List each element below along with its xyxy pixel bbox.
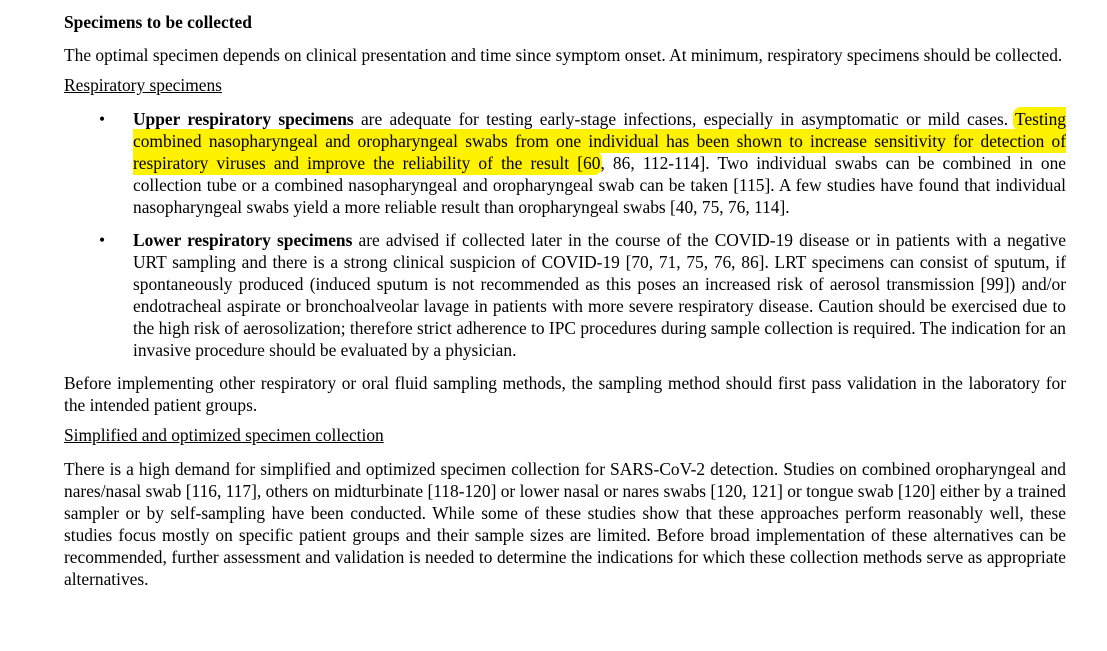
- simplified-subheading: Simplified and optimized specimen collection: [64, 425, 384, 445]
- section-heading: Specimens to be collected: [64, 12, 252, 32]
- lower-respiratory-item: [64, 229, 1066, 361]
- intro-paragraph: The optimal specimen depends on clinical presentation and time since symptom onset. At minimum, respiratory specimens should be collected.: [64, 45, 1063, 65]
- bullet-icon: •: [99, 230, 106, 250]
- lower-respiratory-label: Lower respiratory specimens: [133, 230, 353, 250]
- upper-respiratory-label: Upper respiratory specimens: [133, 109, 354, 129]
- respiratory-bullet-list: [64, 108, 1066, 361]
- simplified-paragraph: There is a high demand for simplified and optimized specimen collection for SARS-CoV-2 detection. Studies on combined oropharyngeal and nares/nasal swab [116, 117], others on midturbinate [118-120] or lower nasal or nares swabs [120, 121] or tongue swab [120] either by a trained sampler or by self-sampling have been conducted. While some of these studies show that these approaches perform reasonably well, these studies focus mostly on specific patient groups and their sample sizes are limited. Before broad implementation of these alternatives can be recommended, further assessment and validation is needed to determine the indications for which these collection methods serve as appropriate alternatives.: [64, 459, 1066, 589]
- document-page: [64, 11, 1066, 598]
- lower-respiratory-text: are advised if collected later in the course of the COVID-19 disease or in patients with a negative URT sampling and there is a strong clinical suspicion of COVID-19 [70, 71, 75, 76, 86]. LRT specimens can consist of sputum, if spontaneously produced (induced sputum is not recommended as this poses an increased risk of aerosol transmission [99]) and/or endotracheal aspirate or bronchoalveolar lavage in patients with more severe respiratory disease. Caution should be exercised due to the high risk of aerosolization; therefore strict adherence to IPC procedures during sample collection is required. The indication for an invasive procedure should be evaluated by a physician.: [133, 230, 1066, 360]
- upper-respiratory-text-after: , 86, 112-114]. Two individual swabs can be combined in one collection tube or a combined nasopharyngeal and oropharyngeal swab can be taken [115]. A few studies have found that individual nasopharyngeal swabs yield a more reliable result than oropharyngeal swabs [40, 75, 76, 114].: [133, 153, 1066, 217]
- upper-respiratory-item: [64, 108, 1066, 218]
- upper-respiratory-text-before: are adequate for testing early-stage infections, especially in asymptomatic or mild cases.: [353, 109, 1016, 129]
- bullet-icon: •: [99, 109, 106, 129]
- highlighted-text: Testing combined nasopharyngeal and oropharyngeal swabs from one individual has been shown to increase sensitivity for detection of respiratory viruses and improve the reliability of the result [60: [133, 109, 1066, 173]
- respiratory-subheading: Respiratory specimens: [64, 75, 222, 95]
- validation-paragraph: Before implementing other respiratory or oral fluid sampling methods, the sampling method should first pass validation in the laboratory for the intended patient groups.: [64, 373, 1066, 415]
